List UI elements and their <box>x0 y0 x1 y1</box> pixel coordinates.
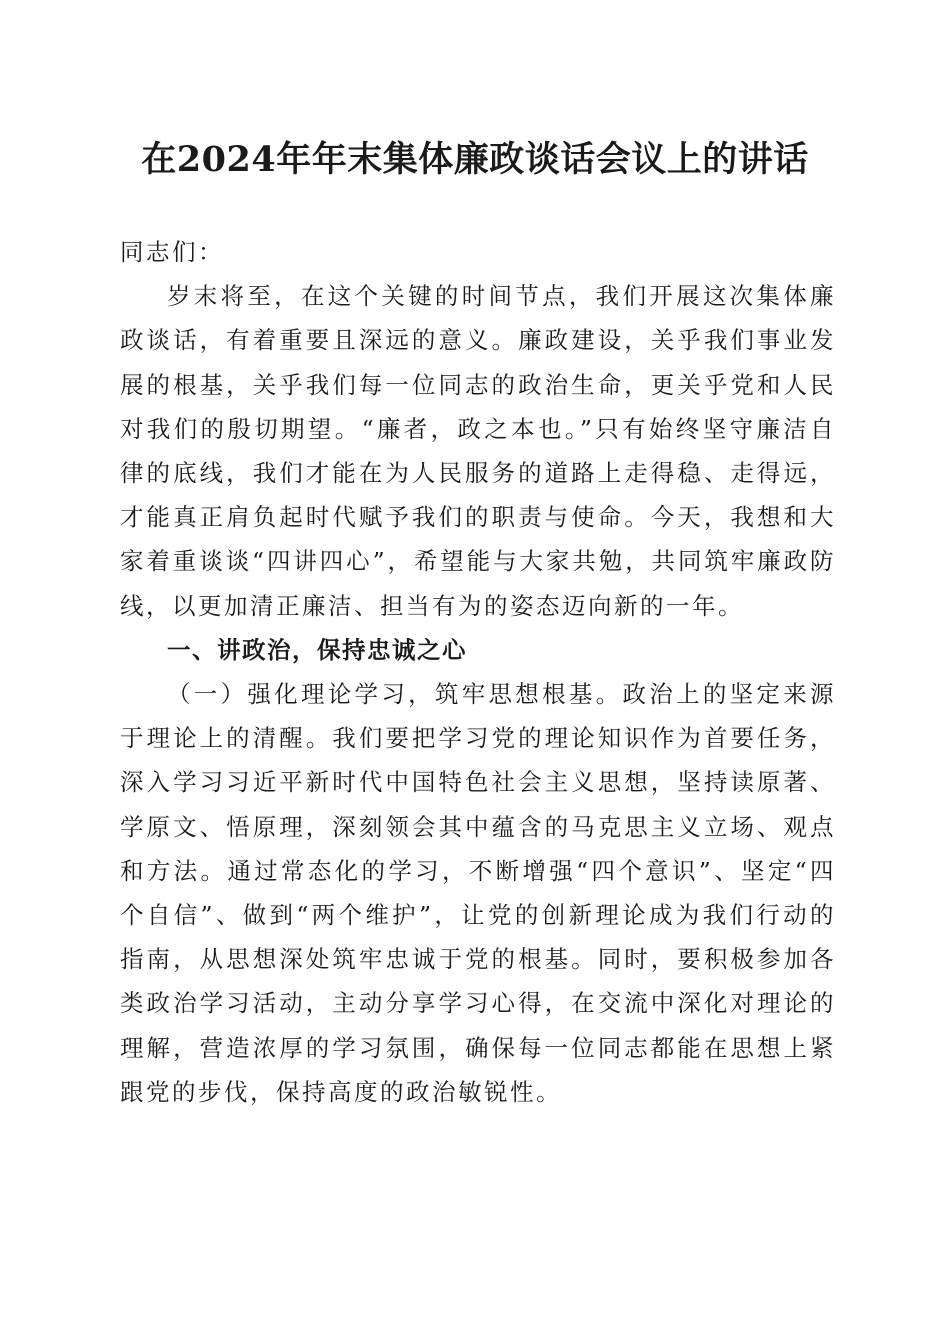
intro-paragraph: 岁末将至，在这个关键的时间节点，我们开展这次集体廉政谈话，有着重要且深远的意义。廉政建设，关乎我们事业发展的根基，关乎我们每一位同志的政治生命，更关乎党和人民对我们的殷切期望。“廉者，政之本也。”只有始终坚守廉洁自律的底线，我们才能在为人民服务的道路上走得稳、走得远，才能真正肩负起时代赋予我们的职责与使命。今天，我想和大家着重谈谈“四讲四心”，希望能与大家共勉，共同筑牢廉政防线，以更加清正廉洁、担当有为的姿态迈向新的一年。 <box>120 282 836 620</box>
section-heading: 一、讲政治，保持忠诚之心 <box>167 635 467 664</box>
subsection-text: 政治上的坚定来源于理论上的清醒。我们要把学习党的理论知识作为首要任务，深入学习习近平新时代中国特色社会主义思想，坚持读原著、学原文、悟原理，深刻领会其中蕴含的马克思主义立场、观点和方法。通过常态化的学习，不断增强“四个意识”、坚定“四个自信”、做到“两个维护”，让党的创新理论成为我们行动的指南，从思想深处筑牢忠诚于党的根基。同时，要积极参加各类政治学习活动，主动分享学习心得，在交流中深化对理论的理解，营造浓厚的学习氛围，确保每一位同志都能在思想上紧跟党的步伐，保持高度的政治敏锐性。 <box>120 680 837 1106</box>
subsection-lead: （一）强化理论学习，筑牢思想根基。 <box>167 680 623 709</box>
document-title: 在2024年年末集体廉政谈话会议上的讲话 <box>141 139 809 180</box>
subsection-paragraph <box>120 672 836 1114</box>
salutation: 同志们： <box>120 238 224 266</box>
document-body <box>120 230 836 1114</box>
